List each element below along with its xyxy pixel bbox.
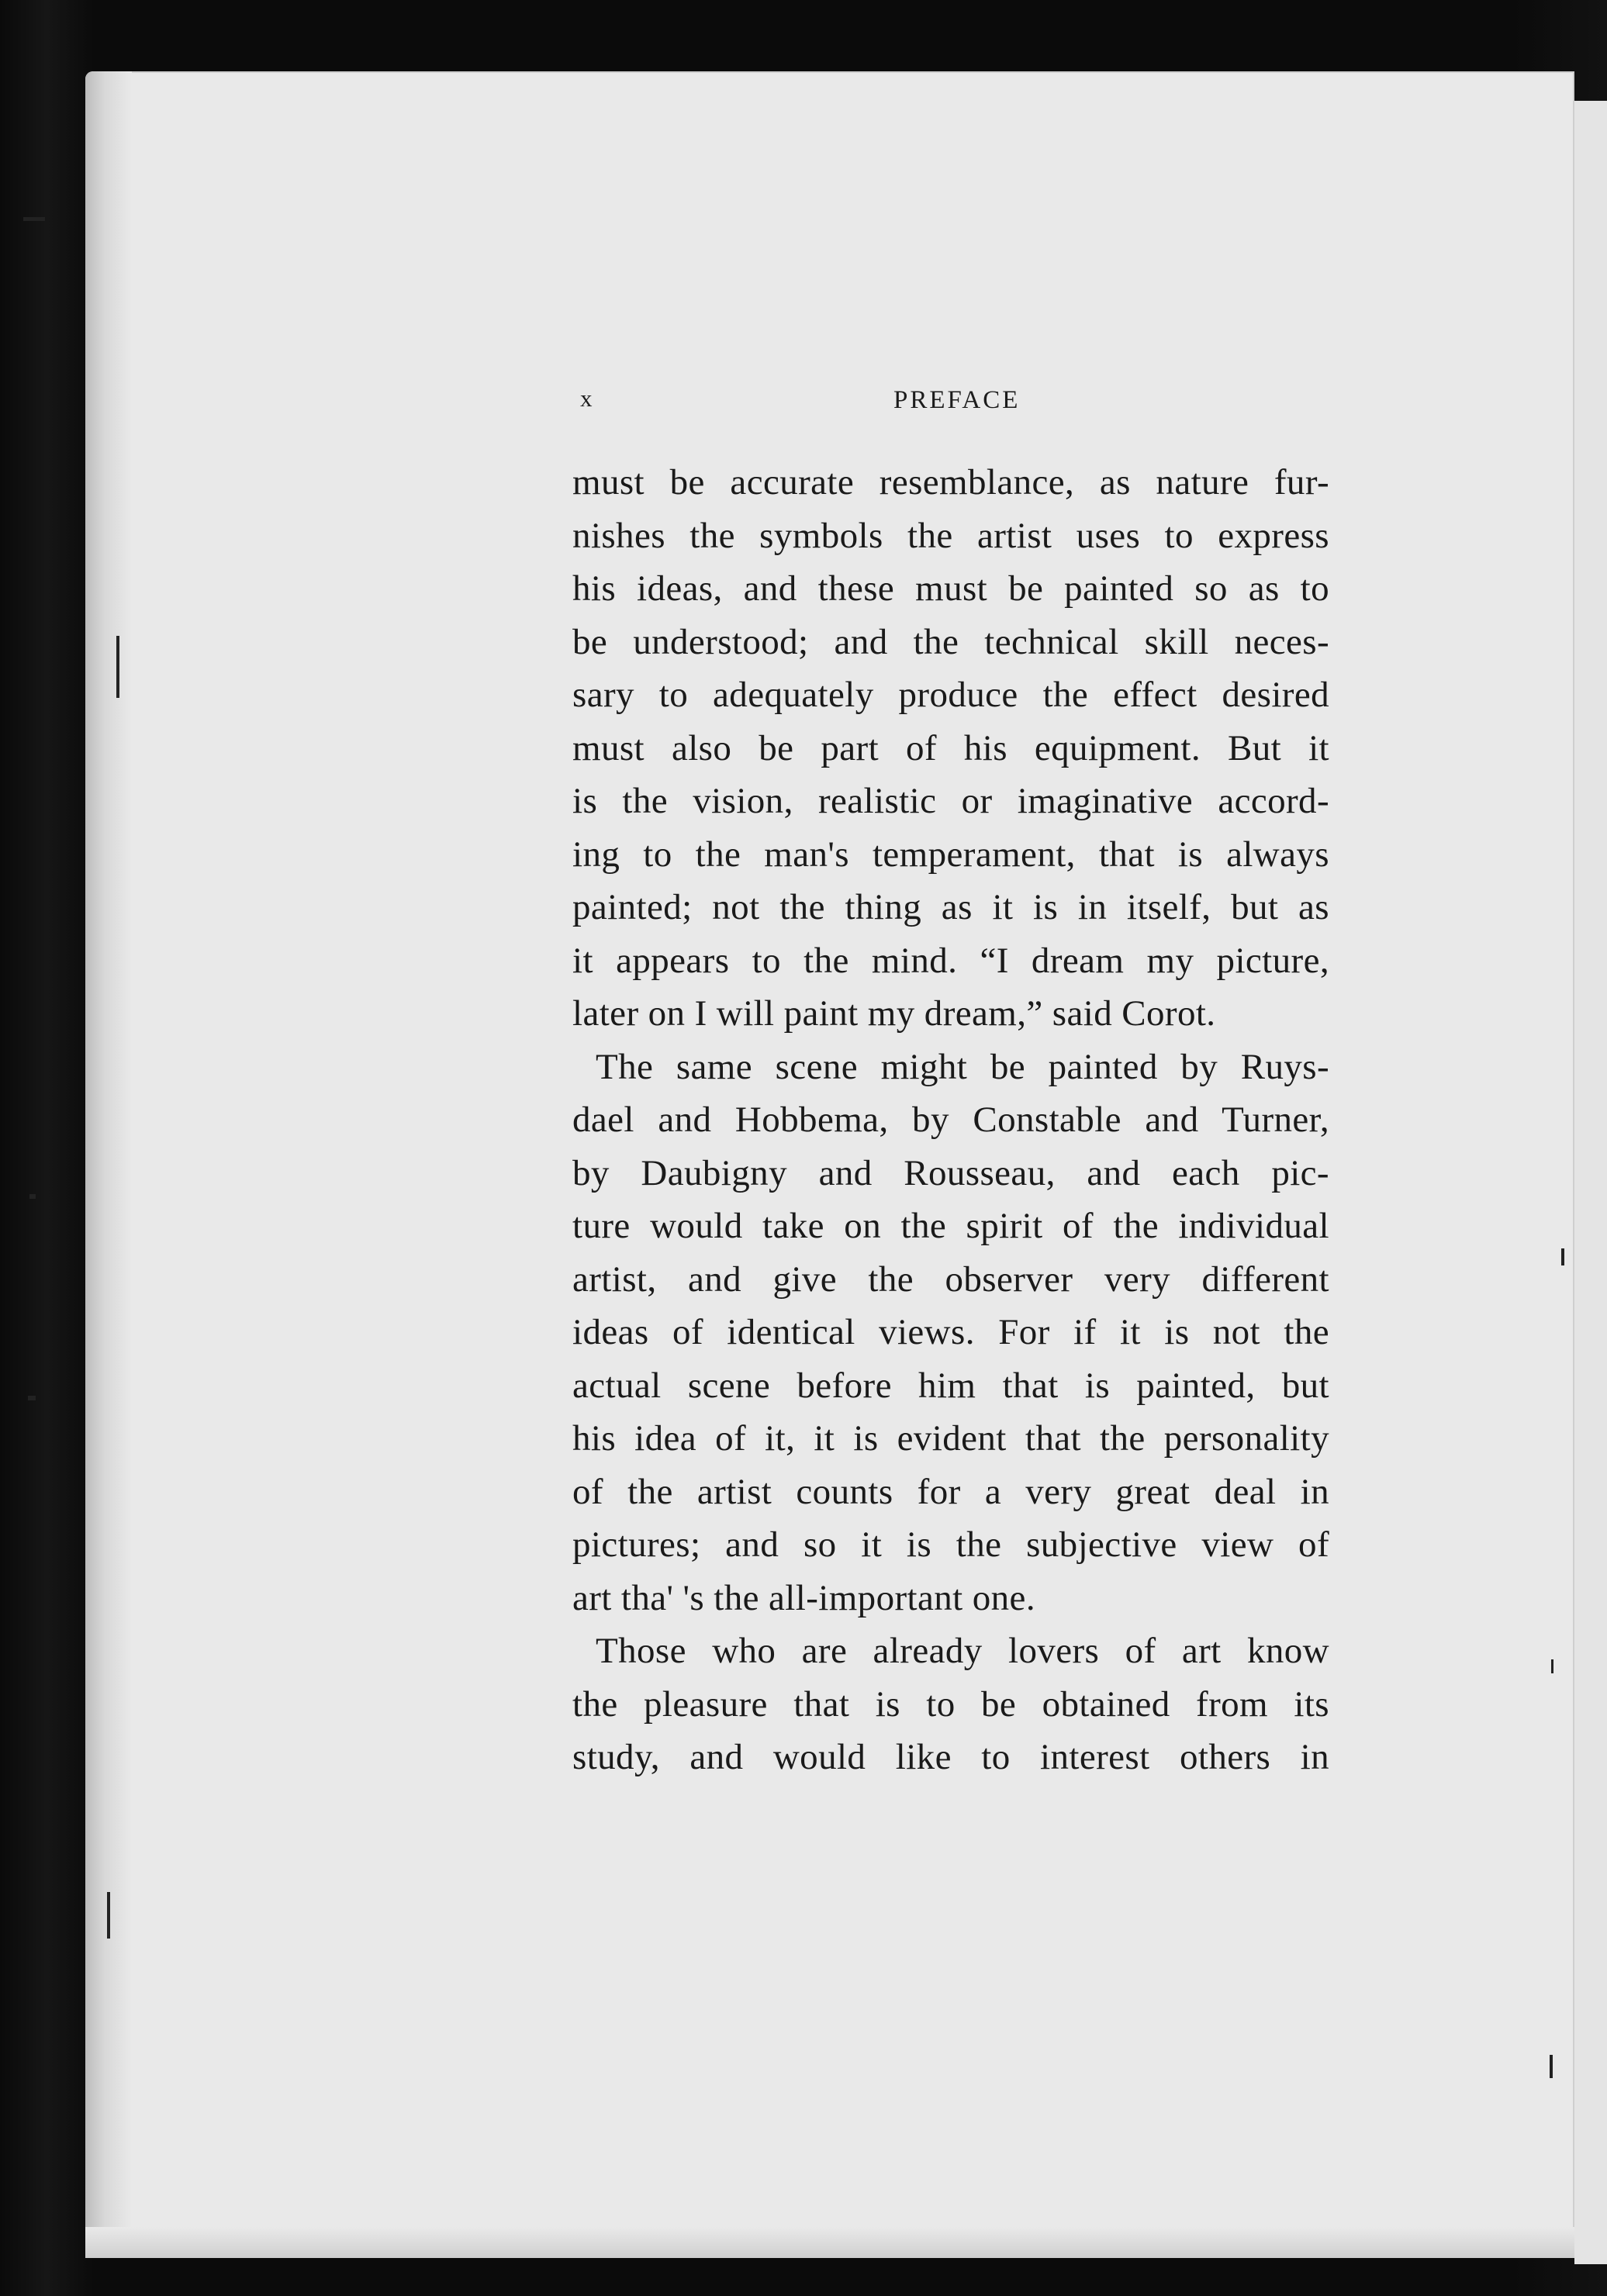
text-line: nishes the symbols the artist uses to express [572,515,1329,556]
facing-page-edge [1574,101,1607,2264]
text-line: painted; not the thing as it is in itself, but as [572,887,1329,927]
text-line: be understood; and the technical skill neces- [572,621,1329,662]
text-line: later on I will paint my dream,” said Corot. [572,993,1216,1034]
text-line: his ideas, and these must be painted so as to [572,568,1329,609]
running-head: PREFACE [893,386,1021,414]
text-line: pictures; and so it is the subjective view of [572,1524,1329,1565]
binding-mark [23,217,45,221]
text-line: art tha' 's the all-important one. [572,1577,1035,1618]
page-number: x [580,385,593,412]
text-line: it appears to the mind. “I dream my picture, [572,940,1329,981]
text-line: ideas of identical views. For if it is not the [572,1312,1329,1352]
margin-mark [1550,2055,1553,2078]
binding-mark [28,1396,36,1400]
text-line: the pleasure that is to be obtained from its [572,1683,1329,1725]
text-line: must also be part of his equipment. But it [572,727,1329,768]
gutter-mark [116,636,119,698]
page-bottom-shadow [85,2227,1574,2258]
text-line: study, and would like to interest others in [572,1737,1329,1777]
text-line: of the artist counts for a very great deal in [572,1471,1329,1512]
text-line: his idea of it, it is evident that the personality [572,1418,1329,1459]
body-text [572,456,1329,1784]
text-line: by Daubigny and Rousseau, and each pic- [572,1152,1329,1193]
text-line: The same scene might be painted by Ruys- [596,1046,1329,1087]
text-line: sary to adequately produce the effect desired [572,675,1329,715]
binding-mark [29,1194,36,1199]
page-header [580,385,1325,423]
text-line: Those who are already lovers of art know [596,1631,1329,1671]
margin-mark [1551,1659,1553,1673]
text-line: actual scene before him that is painted, but [572,1365,1329,1406]
text-line: must be accurate resemblance, as nature fur- [572,462,1329,502]
text-line: ing to the man's temperament, that is always [572,834,1329,875]
text-line: ture would take on the spirit of the individual [572,1206,1329,1246]
margin-mark [1561,1248,1564,1265]
text-line: dael and Hobbema, by Constable and Turner, [572,1100,1329,1140]
text-line: artist, and give the observer very different [572,1258,1329,1300]
text-line: is the vision, realistic or imaginative accord- [572,781,1329,821]
gutter-mark [107,1892,110,1939]
